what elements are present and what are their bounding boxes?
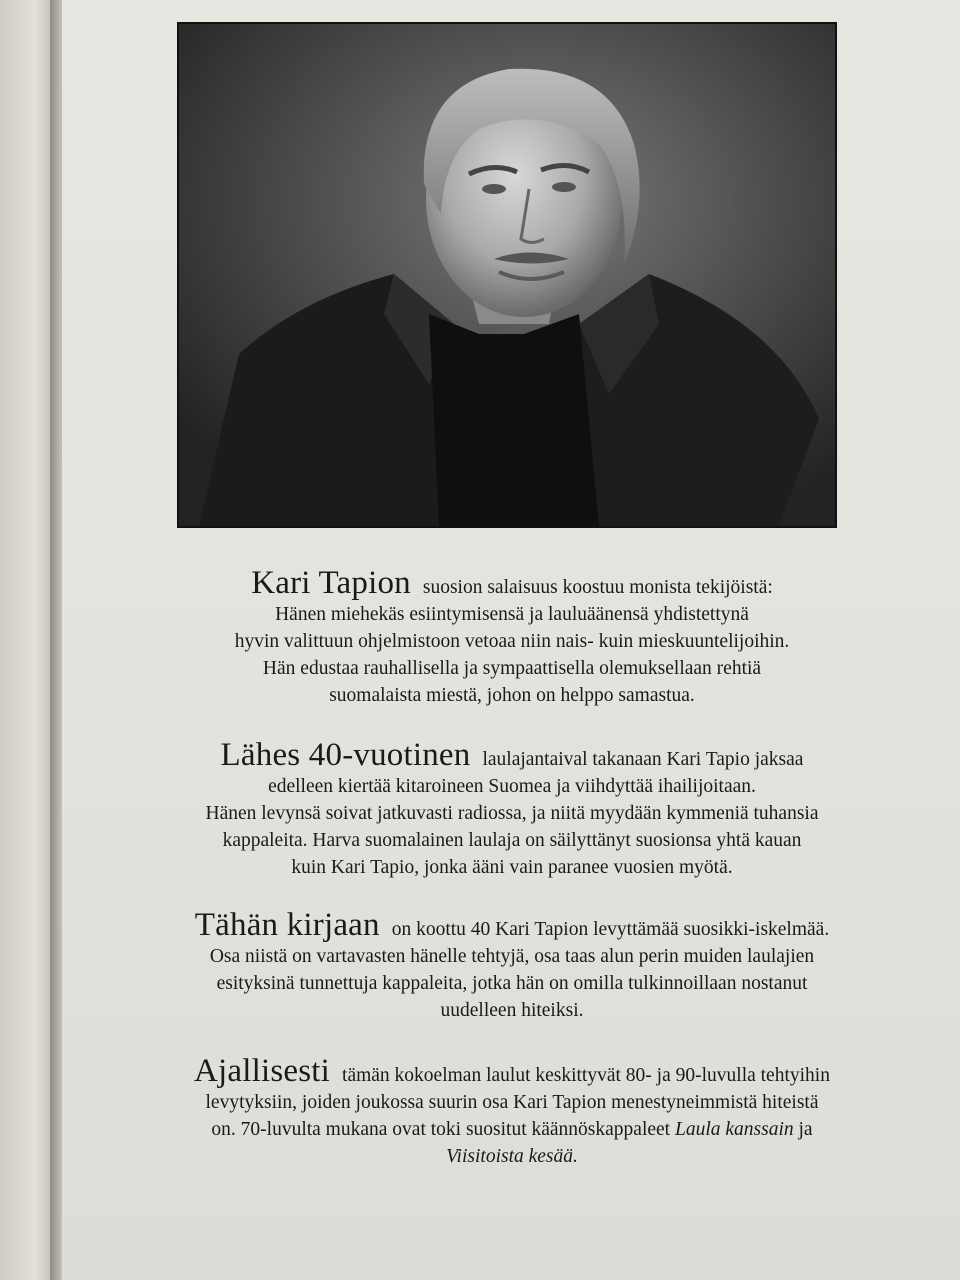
paragraph-1-line-5: suomalaista miestä, johon on helppo samastua. xyxy=(329,685,695,706)
portrait-illustration xyxy=(179,24,835,526)
paragraph-4 xyxy=(152,1053,872,1170)
paragraph-4-line-1: tämän kokoelman laulut keskittyvät 80- ja 90-luvulla tehtyihin xyxy=(342,1065,830,1086)
lead-phrase-3: Tähän kirjaan xyxy=(194,907,380,943)
paragraph-2-line-1: laulajantaival takanaan Kari Tapio jaksaa xyxy=(482,749,804,770)
paragraph-4-line-2: levytyksiin, joiden joukossa suurin osa Kari Tapion menestyneimmistä hiteistä xyxy=(205,1092,819,1113)
paragraph-1-line-3: hyvin valittuun ohjelmistoon vetoaa niin nais- kuin mieskuuntelijoihin. xyxy=(234,631,790,652)
paragraph-1-line-2: Hänen miehekäs esiintymisensä ja lauluäänensä yhdistettynä xyxy=(275,604,749,625)
paragraph-1-line-4: Hän edustaa rauhallisella ja sympaattisella olemuksellaan rehtiä xyxy=(262,658,762,679)
song-title-laula-kanssain: Laula kanssain xyxy=(674,1119,794,1140)
lead-phrase-4: Ajallisesti xyxy=(194,1053,331,1089)
paragraph-1-line-1: suosion salaisuus koostuu monista tekijöistä: xyxy=(422,577,773,598)
lead-phrase-2: Lähes 40-vuotinen xyxy=(220,737,471,773)
paragraph-2 xyxy=(152,737,872,881)
paragraph-3-line-3: esityksinä tunnettuja kappaleita, jotka hän on omilla tulkinnoillaan nostanut xyxy=(216,973,808,994)
paragraph-2-line-3: Hänen levynsä soivat jatkuvasti radiossa, ja niitä myydään kymmeniä tuhansia xyxy=(205,803,819,824)
paragraph-3-line-2: Osa niistä on vartavasten hänelle tehtyjä, osa taas alun perin muiden laulajien xyxy=(209,946,815,967)
song-title-viisitoista-kesaa: Viisitoista kesää. xyxy=(446,1146,578,1167)
paragraph-2-line-4: kappaleita. Harva suomalainen laulaja on säilyttänyt suosionsa yhtä kauan xyxy=(222,830,802,851)
paragraph-4-conjunction: ja xyxy=(798,1119,813,1140)
paragraph-4-line-3: on. 70-luvulta mukana ovat toki suositut käännöskappaleet xyxy=(211,1119,671,1140)
book-page xyxy=(62,0,960,1280)
paragraph-3-line-4: uudelleen hiteiksi. xyxy=(440,1000,584,1021)
lead-phrase-1: Kari Tapion xyxy=(251,565,411,601)
portrait-photo xyxy=(177,22,837,528)
paragraph-1 xyxy=(152,565,872,709)
paragraph-2-line-5: kuin Kari Tapio, jonka ääni vain paranee vuosien myötä. xyxy=(291,857,733,878)
paragraph-2-line-2: edelleen kiertää kitaroineen Suomea ja viihdyttää ihailijoitaan. xyxy=(268,776,756,797)
paragraph-3-line-1: on koottu 40 Kari Tapion levyttämää suosikki-iskelmää. xyxy=(391,919,830,940)
paragraph-3 xyxy=(152,907,872,1024)
